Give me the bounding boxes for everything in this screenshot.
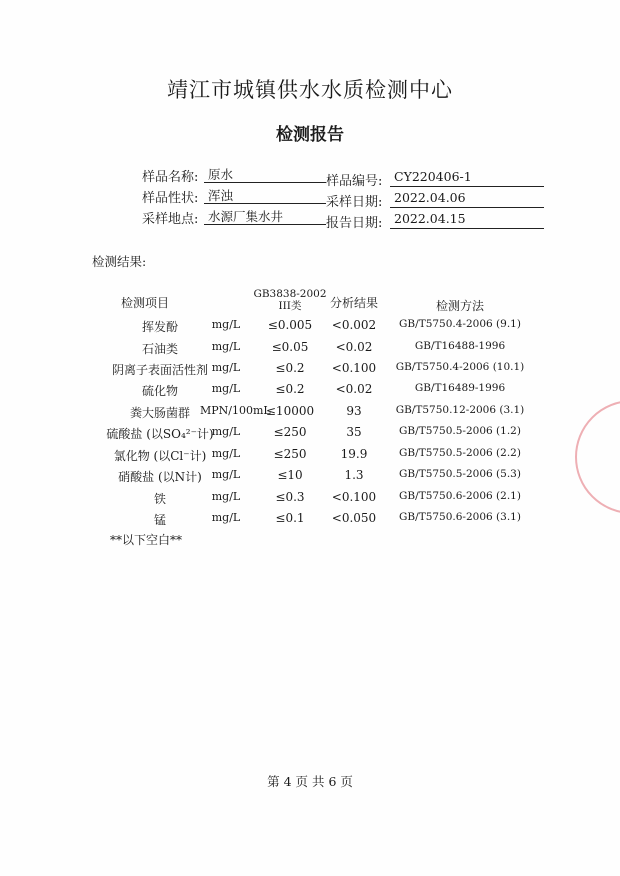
- header-standard-line1: GB3838-2002: [253, 288, 327, 300]
- cell-std: ≤250: [273, 425, 307, 439]
- cell-item: 锰: [153, 513, 166, 527]
- cell-method: GB/T5750.5-2006 (5.3): [399, 468, 521, 480]
- red-seal-stamp: [575, 400, 620, 514]
- cell-result: 93: [346, 404, 362, 418]
- cell-result: <0.100: [331, 361, 377, 375]
- sample-name-value: 原水: [204, 165, 326, 183]
- cell-item: 粪大肠菌群: [129, 406, 190, 420]
- cell-method: GB/T5750.4-2006 (10.1): [395, 361, 525, 373]
- cell-method: GB/T5750.6-2006 (2.1): [399, 490, 521, 502]
- cell-result: 1.3: [344, 468, 364, 482]
- cell-method: GB/T5750.5-2006 (1.2): [399, 425, 521, 437]
- cell-unit: mg/L: [211, 340, 241, 353]
- sample-code-label: 样品编号:: [326, 174, 383, 189]
- cell-std: ≤0.2: [275, 361, 305, 375]
- cell-result: 35: [346, 425, 362, 439]
- cell-unit: mg/L: [211, 318, 241, 331]
- header-method: 检测方法: [435, 299, 484, 313]
- cell-result: <0.02: [335, 340, 373, 354]
- cell-result: <0.100: [331, 490, 377, 504]
- cell-item: 硫化物: [141, 384, 178, 398]
- cell-method: GB/T16488-1996: [414, 340, 506, 352]
- header-item: 检测项目: [120, 296, 169, 310]
- cell-std: ≤0.005: [267, 318, 313, 332]
- end-mark: **以下空白**: [110, 533, 183, 547]
- cell-result: <0.02: [335, 382, 373, 396]
- cell-method: GB/T5750.6-2006 (3.1): [399, 511, 521, 523]
- cell-unit: mg/L: [211, 490, 241, 503]
- cell-item: 硝酸盐 (以N计): [118, 470, 202, 484]
- sample-state-label: 样品性状:: [142, 191, 199, 206]
- cell-item: 石油类: [141, 342, 178, 356]
- cell-unit: MPN/100mL: [200, 404, 271, 417]
- sampling-place-label: 采样地点:: [142, 212, 199, 227]
- sampling-date-value: 2022.04.06: [390, 190, 544, 208]
- cell-std: ≤10000: [265, 404, 315, 418]
- cell-result: <0.050: [331, 511, 377, 525]
- header-standard-line2: III类: [278, 300, 302, 312]
- sample-code-value: CY220406-1: [390, 169, 544, 187]
- cell-result: <0.002: [331, 318, 377, 332]
- cell-method: GB/T5750.12-2006 (3.1): [395, 404, 525, 416]
- cell-item: 阴离子表面活性剂: [111, 363, 208, 377]
- cell-std: ≤250: [273, 447, 307, 461]
- cell-unit: mg/L: [211, 447, 241, 460]
- sample-state-value: 浑浊: [204, 186, 326, 204]
- cell-result: 19.9: [340, 447, 368, 461]
- header-result: 分析结果: [329, 296, 378, 310]
- cell-method: GB/T5750.4-2006 (9.1): [399, 318, 521, 330]
- cell-item: 挥发酚: [141, 320, 178, 334]
- cell-unit: mg/L: [211, 382, 241, 395]
- cell-unit: mg/L: [211, 361, 241, 374]
- cell-std: ≤10: [277, 468, 303, 482]
- cell-unit: mg/L: [211, 468, 241, 481]
- page-footer: 第 4 页 共 6 页: [267, 774, 353, 789]
- org-title: 靖江市城镇供水水质检测中心: [167, 78, 453, 102]
- cell-method: GB/T5750.5-2006 (2.2): [399, 447, 521, 459]
- cell-std: ≤0.1: [275, 511, 305, 525]
- cell-unit: mg/L: [211, 511, 241, 524]
- cell-std: ≤0.3: [275, 490, 305, 504]
- report-date-value: 2022.04.15: [390, 211, 544, 229]
- sampling-date-label: 采样日期:: [326, 195, 383, 210]
- report-title: 检测报告: [276, 125, 344, 145]
- cell-item: 氯化物 (以Cl⁻计): [113, 449, 207, 463]
- cell-item: 铁: [153, 492, 166, 506]
- report-date-label: 报告日期:: [326, 216, 383, 231]
- cell-item: 硫酸盐 (以SO₄²⁻计): [106, 427, 214, 441]
- cell-std: ≤0.2: [275, 382, 305, 396]
- cell-method: GB/T16489-1996: [414, 382, 506, 394]
- sampling-place-value: 水源厂集水井: [204, 207, 326, 225]
- cell-unit: mg/L: [211, 425, 241, 438]
- sample-name-label: 样品名称:: [142, 170, 199, 185]
- cell-std: ≤0.05: [271, 340, 309, 354]
- results-heading: 检测结果:: [92, 254, 147, 269]
